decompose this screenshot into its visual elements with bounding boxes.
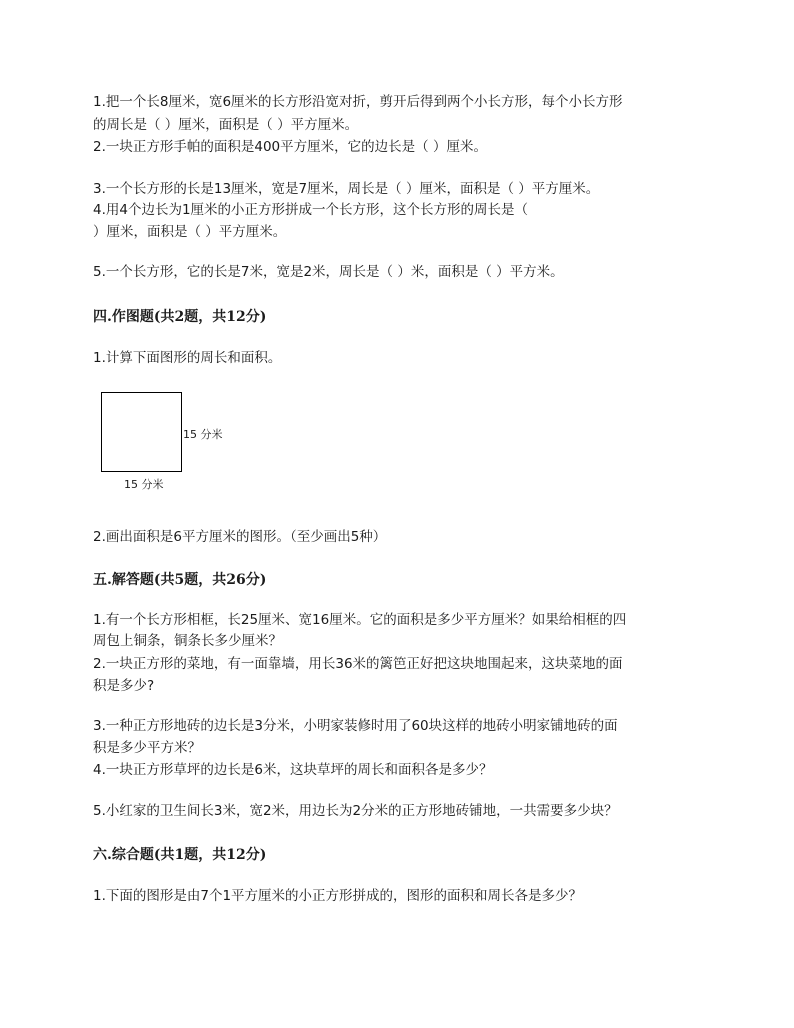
question-3-1-line-1: 1.把一个长8厘米，宽6厘米的长方形沿宽对折，剪开后得到两个小长方形，每个小长方形 — [93, 94, 623, 110]
question-5-1-line-2: 周包上铜条，铜条长多少厘米？ — [93, 633, 282, 649]
question-5-2-line-2: 积是多少? — [93, 678, 155, 694]
question-5-5: 5.小红家的卫生间长3米，宽2米，用边长为2分米的正方形地砖铺地，一共需要多少块？ — [93, 803, 618, 819]
question-3-3: 3.一个长方形的长是13厘米，宽是7厘米，周长是（ ）厘米，面积是（ ）平方厘米。 — [93, 181, 600, 197]
question-3-1-line-2: 的周长是（ ）厘米，面积是（ ）平方厘米。 — [93, 117, 359, 133]
square-side-label: 15 分米 — [183, 428, 223, 441]
question-4-2: 2.画出面积是6平方厘米的图形。（至少画出5种） — [93, 529, 387, 545]
section-4-heading: 四.作图题(共2题，共12分) — [93, 309, 267, 325]
question-3-4-line-1: 4.用4个边长为1厘米的小正方形拼成一个长方形，这个长方形的周长是（ — [93, 202, 529, 218]
question-3-4-line-2: ）厘米，面积是（ ）平方厘米。 — [93, 224, 287, 240]
section-5-heading: 五.解答题(共5题，共26分) — [93, 572, 267, 588]
section-6-heading: 六.综合题(共1题，共12分) — [93, 847, 267, 863]
question-6-1: 1.下面的图形是由7个1平方厘米的小正方形拼成的，图形的面积和周长各是多少？ — [93, 888, 583, 904]
question-5-4: 4.一块正方形草坪的边长是6米，这块草坪的周长和面积各是多少？ — [93, 762, 493, 778]
question-4-1: 1.计算下面图形的周长和面积。 — [93, 350, 282, 366]
question-5-3-line-2: 积是多少平方米？ — [93, 740, 201, 756]
question-5-2-line-1: 2.一块正方形的菜地，有一面靠墙，用长36米的篱笆正好把这块地围起来，这块菜地的面 — [93, 656, 623, 672]
square-figure — [101, 392, 182, 472]
question-5-3-line-1: 3.一种正方形地砖的边长是3分米，小明家装修时用了60块这样的地砖小明家铺地砖的面 — [93, 718, 618, 734]
question-3-5: 5.一个长方形，它的长是7米，宽是2米，周长是（ ）米，面积是（ ）平方米。 — [93, 264, 564, 280]
question-3-2: 2.一块正方形手帕的面积是400平方厘米，它的边长是（ ）厘米。 — [93, 139, 487, 155]
question-5-1-line-1: 1.有一个长方形相框，长25厘米、宽16厘米。它的面积是多少平方厘米？如果给相框的四 — [93, 612, 627, 628]
square-bottom-label: 15 分米 — [124, 478, 164, 491]
